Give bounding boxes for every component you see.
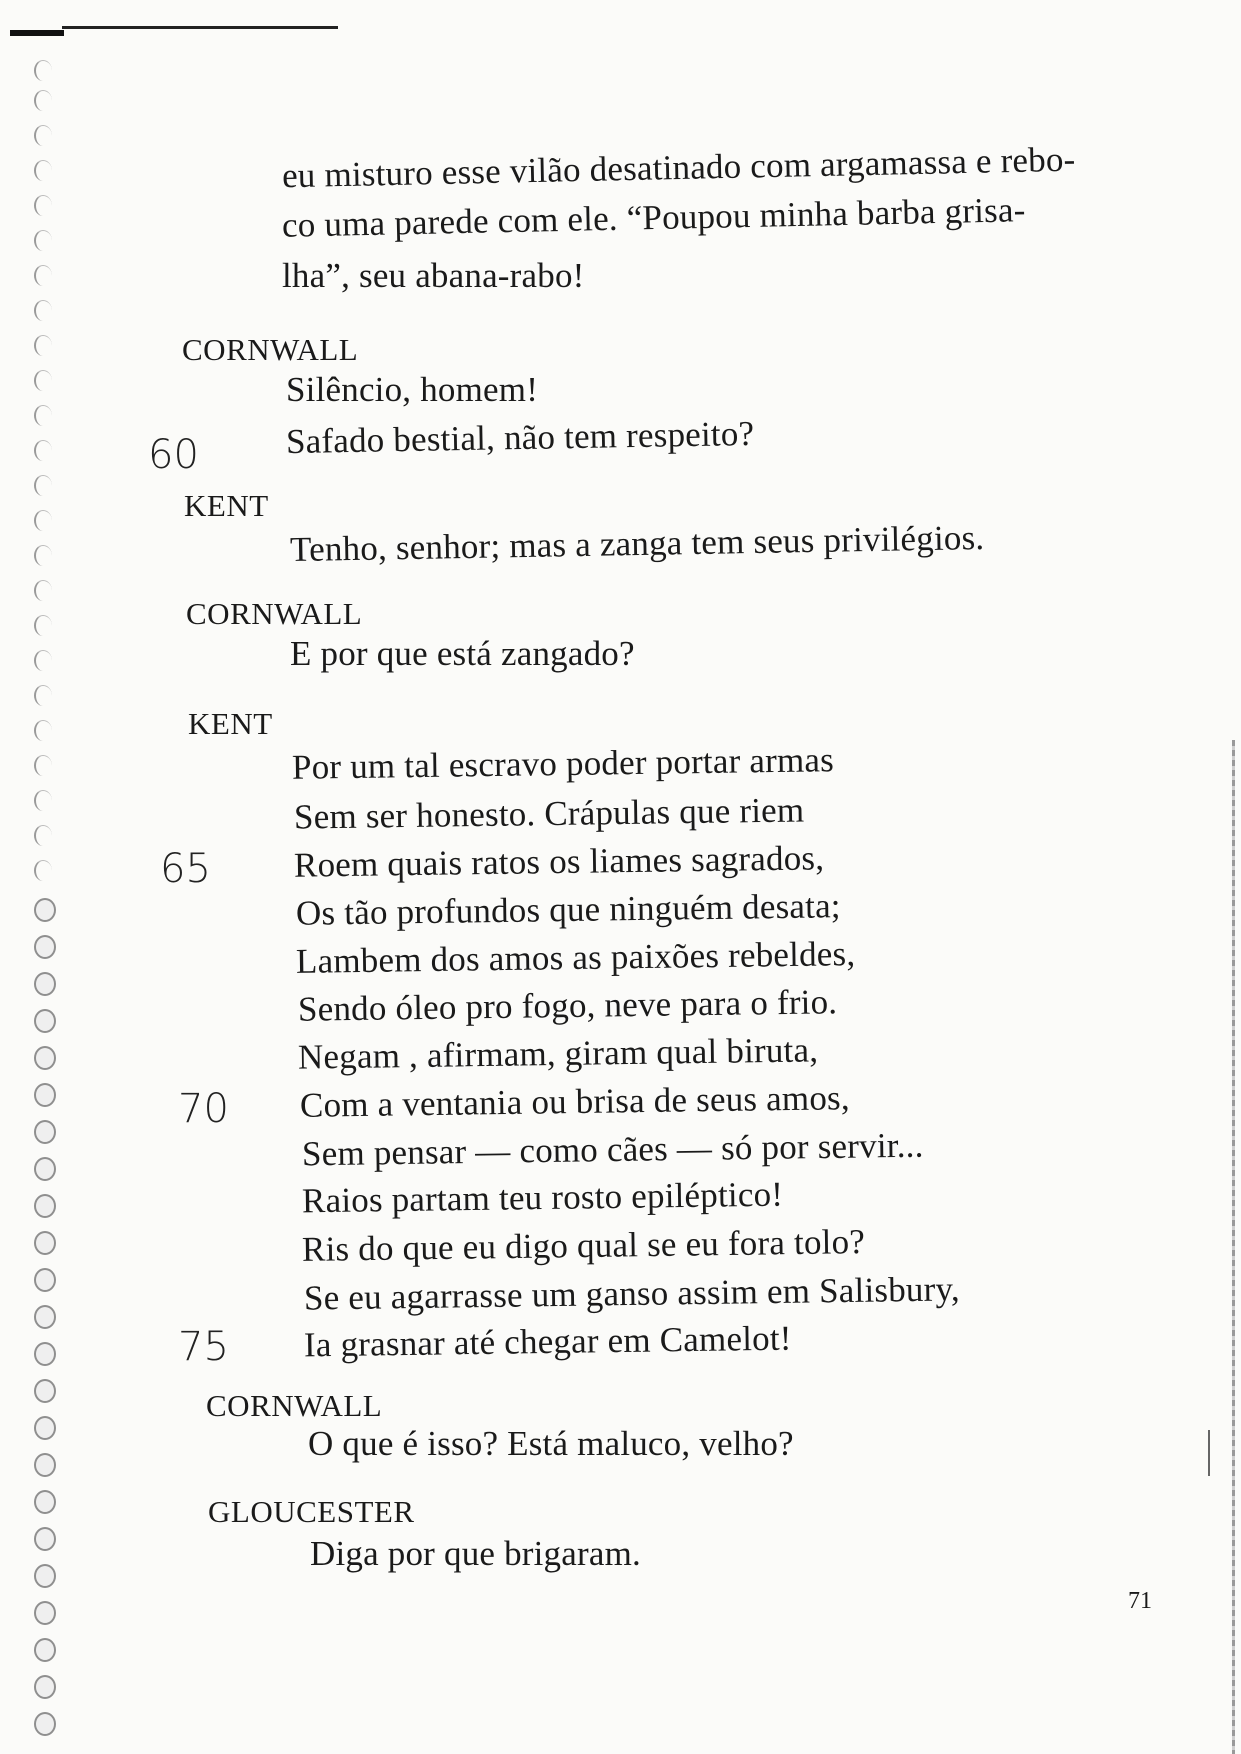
text-line: Sendo óleo pro fogo, neve para o frio. xyxy=(297,982,838,1029)
text-line: Ia grasnar até chegar em Camelot! xyxy=(303,1318,792,1365)
handwritten-line-number: 60 xyxy=(148,432,199,478)
speaker-name: CORNWALL xyxy=(206,1388,383,1423)
speaker-name: GLOUCESTER xyxy=(208,1494,415,1529)
text-line: Diga por que brigaram. xyxy=(310,1534,641,1573)
text-line: Tenho, senhor; mas a zanga tem seus privilégios. xyxy=(289,517,985,570)
text-line: Negam , afirmam, giram qual biruta, xyxy=(297,1030,819,1077)
speaker-name: KENT xyxy=(184,488,269,523)
text-line: Sem ser honesto. Crápulas que riem xyxy=(293,790,805,837)
text-line: lha”, seu abana-rabo! xyxy=(282,256,585,295)
text-line: co uma parede com ele. “Poupou minha barba grisa- xyxy=(281,190,1026,245)
text-line: Os tão profundos que ninguém desata; xyxy=(295,886,841,933)
text-line: eu misturo esse vilão desatinado com argamassa e rebo- xyxy=(281,139,1076,196)
page-number: 71 xyxy=(1128,1588,1152,1614)
handwritten-line-number: 75 xyxy=(178,1324,229,1370)
text-line: Se eu agarrasse um ganso assim em Salisbury, xyxy=(303,1269,961,1318)
text-line: Safado bestial, não tem respeito? xyxy=(285,413,755,462)
text-line: E por que está zangado? xyxy=(290,634,635,673)
text-line: Raios partam teu rosto epiléptico! xyxy=(301,1174,784,1221)
text-line: Sem pensar — como cães — só por servir... xyxy=(301,1125,924,1174)
text-line: Com a ventania ou brisa de seus amos, xyxy=(299,1078,851,1125)
handwritten-line-number: 65 xyxy=(160,846,211,892)
handwritten-line-number: 70 xyxy=(178,1086,229,1132)
page-edge-shadow xyxy=(1232,740,1235,1754)
spiral-binding xyxy=(14,50,60,1750)
text-line: O que é isso? Está maluco, velho? xyxy=(308,1424,794,1463)
text-line: Ris do que eu digo qual se eu fora tolo? xyxy=(301,1222,866,1269)
speaker-name: KENT xyxy=(188,706,273,741)
text-line: Por um tal escravo poder portar armas xyxy=(291,740,835,787)
text-line: Roem quais ratos os liames sagrados, xyxy=(293,838,825,885)
text-line: Lambem dos amos as paixões rebeldes, xyxy=(295,934,856,981)
margin-mark xyxy=(1208,1430,1210,1476)
speaker-name: CORNWALL xyxy=(182,332,359,367)
top-rule xyxy=(62,26,338,29)
speaker-name: CORNWALL xyxy=(186,596,363,631)
text-line: Silêncio, homem! xyxy=(286,370,539,409)
top-rule-mark xyxy=(10,30,64,36)
